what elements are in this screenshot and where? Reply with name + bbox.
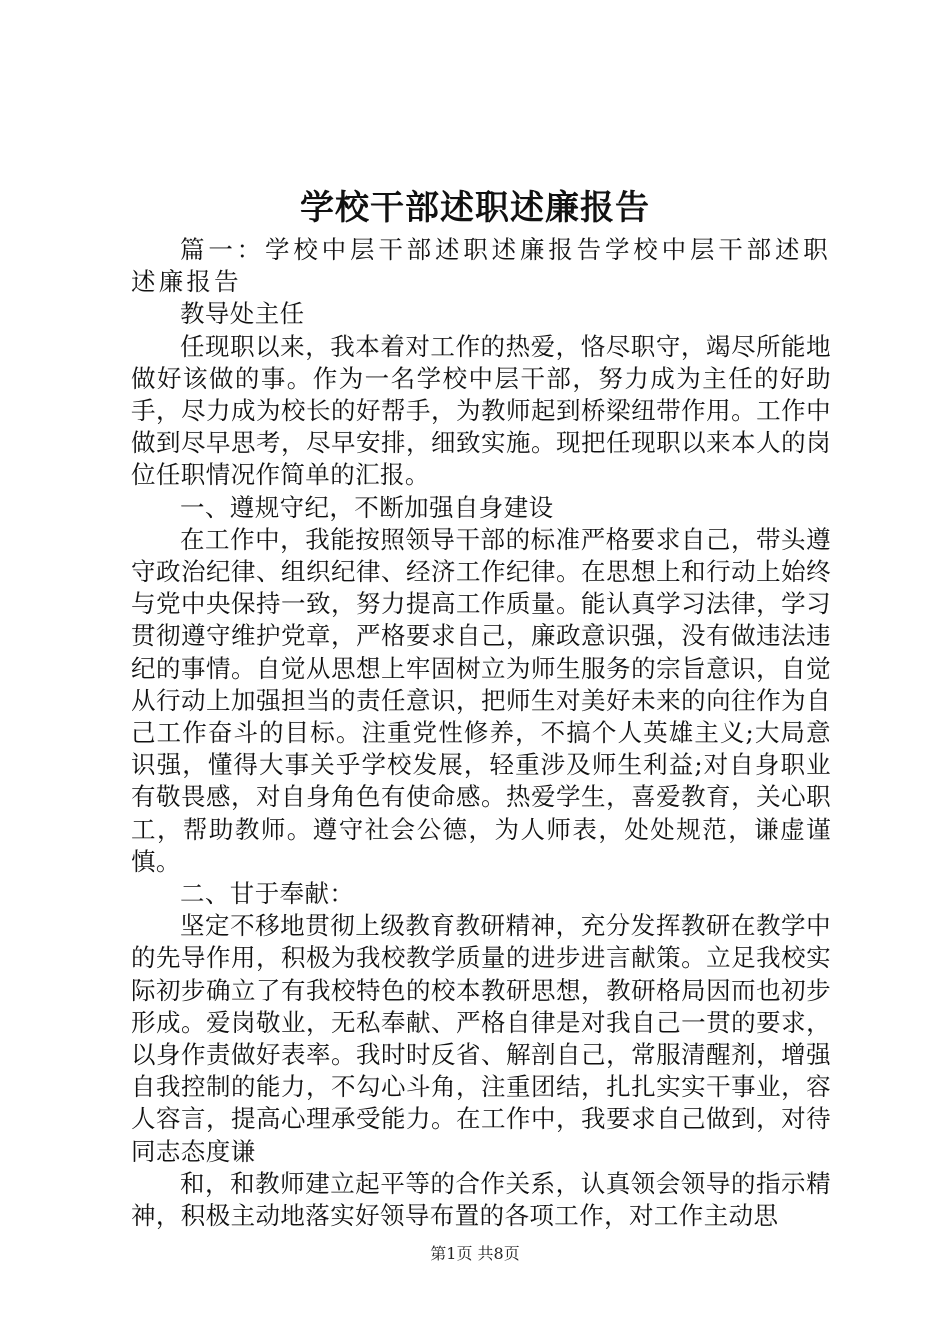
paragraph-section-2: 坚定不移地贯彻上级教育教研精神，充分发挥教研在教学中的先导作用，积极为我校教学质量的进步进言献策。立足我校实际初步确立了有我校特色的校本教研思想，教研格局因而也初步形成。爱岗敬业，无私奉献、严格自律是对我自己一贯的要求，以身作责做好表率。我时时反省、解剖自己，常服清醒剂，增强自我控制的能力，不勾心斗角，注重团结，扎扎实实干事业，容人容言，提高心理承受能力。在工作中，我要求自己做到，对待同志态度谦 bbox=[131, 911, 831, 1166]
paragraph-continuation: 和，和教师建立起平等的合作关系，认真领会领导的指示精神，积极主动地落实好领导布置的各项工作，对工作主动思 bbox=[131, 1168, 831, 1231]
paragraph-opening: 任现职以来，我本着对工作的热爱，恪尽职守，竭尽所能地做好该做的事。作为一名学校中层干部，努力成为主任的好助手，尽力成为校长的好帮手，为教师起到桥梁纽带作用。工作中做到尽早思考，尽早安排，细致实施。现把任现职以来本人的岗位任职情况作简单的汇报。 bbox=[131, 331, 831, 490]
document-title: 学校干部述职述廉报告 bbox=[300, 188, 650, 228]
page-number-footer: 第1页 共8页 bbox=[430, 1244, 520, 1263]
paragraph-section-1: 在工作中，我能按照领导干部的标准严格要求自己，带头遵守政治纪律、组织纪律、经济工作纪律。在思想上和行动上始终与党中央保持一致，努力提高工作质量。能认真学习法律，学习贯彻遵守维护党章，严格要求自己，廉政意识强，没有做违法违纪的事情。自觉从思想上牢固树立为师生服务的宗旨意识，自觉从行动上加强担当的责任意识，把师生对美好未来的向往作为自己工作奋斗的目标。注重党性修养，不搞个人英雄主义;大局意识强，懂得大事关乎学校发展，轻重涉及师生利益;对自身职业有敬畏感，对自身角色有使命感。热爱学生，喜爱教育，关心职工，帮助教师。遵守社会公德，为人师表，处处规范，谦虚谨慎。 bbox=[131, 524, 831, 876]
document-body bbox=[131, 234, 831, 1232]
section-heading-2: 二、甘于奉献： bbox=[180, 879, 355, 909]
paragraph-role: 教导处主任 bbox=[180, 299, 305, 329]
paragraph-intro: 篇一：学校中层干部述职述廉报告学校中层干部述职述廉报告 bbox=[131, 235, 831, 297]
section-heading-1: 一、遵规守纪，不断加强自身建设 bbox=[180, 492, 554, 522]
